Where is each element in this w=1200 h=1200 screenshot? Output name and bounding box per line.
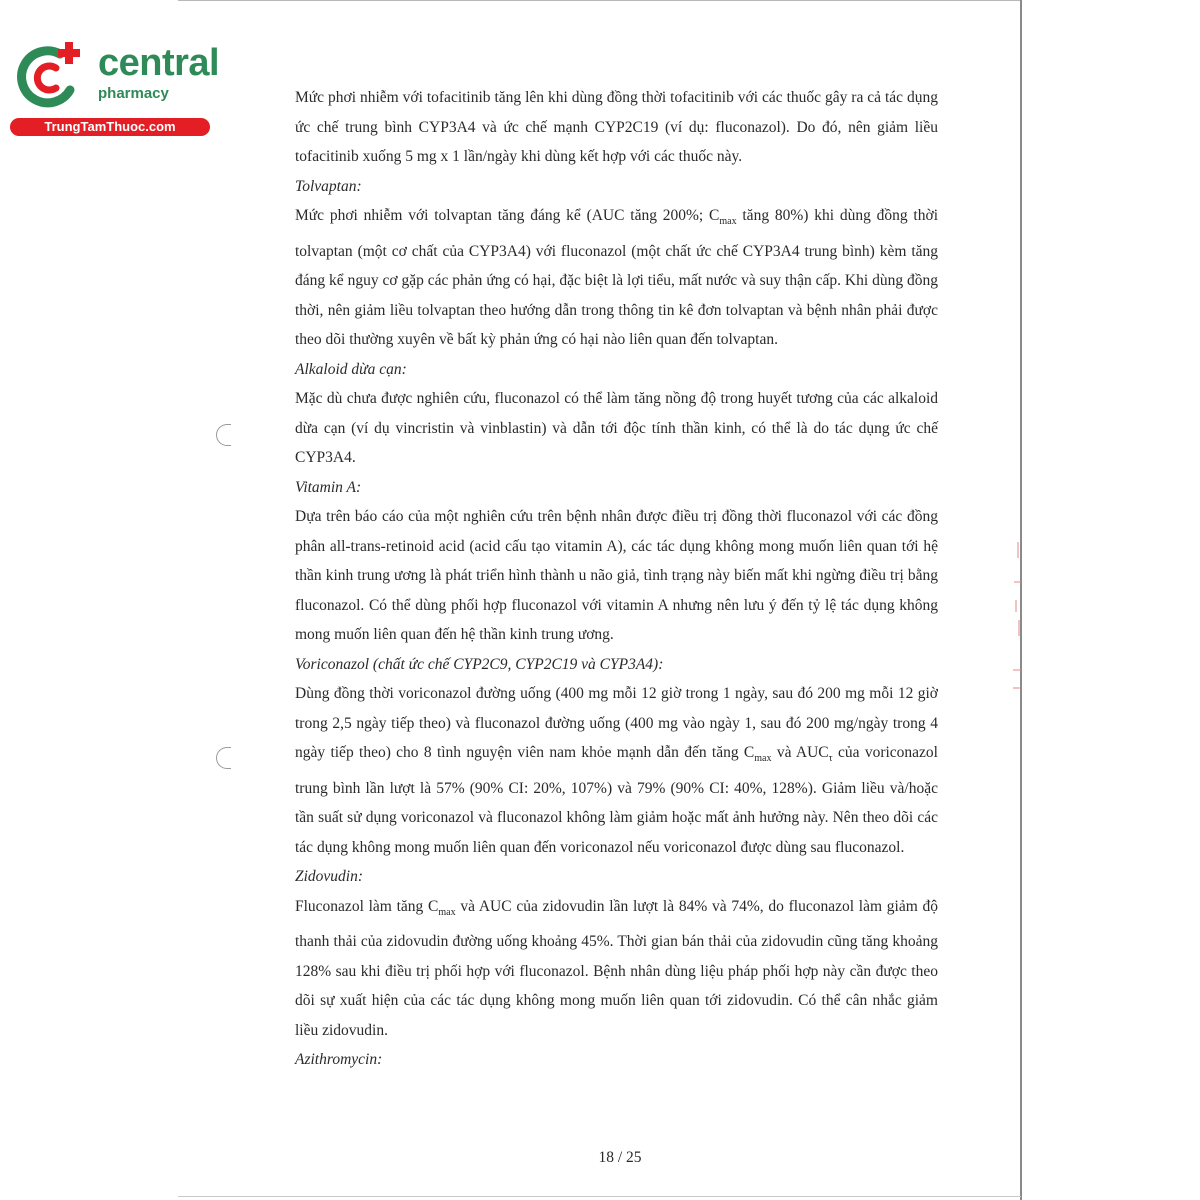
heading-tolvaptan: Tolvaptan: — [295, 177, 362, 195]
logo-brand-name: central — [98, 42, 220, 84]
central-pharmacy-logo — [10, 38, 220, 138]
heading-alkaloid: Alkaloid dừa cạn: — [295, 360, 407, 378]
red-stamp-fragment — [1010, 540, 1022, 695]
page-top-edge — [178, 0, 1021, 1]
punch-hole-mark — [216, 424, 231, 446]
page-bottom-edge — [178, 1196, 1021, 1197]
paragraph-voriconazol: Dùng đồng thời voriconazol đường uống (400 mg mỗi 12 giờ trong 1 ngày, sau đó 200 mg mỗi 12 giờ trong 2,5 ngày tiếp theo) và fluconazol đường uống (400 mg vào ngày 1, sau đó 200 mg/ngày trong 4 ngày tiếp theo) cho 8 tình nguyện viên nam khỏe mạnh dẫn đến tăng $C_{max}$ và $AUC_\tau$ của voriconazol trung bình lần lượt là 57% (90% CI: 20%, 107%) và 79% (90% CI: 40%, 128%). Giảm liều và/hoặc tần suất sử dụng voriconazol và fluconazol không làm giảm hoặc mất ảnh hưởng này. Nên theo dõi các tác dụng không mong muốn liên quan đến voriconazol nếu voriconazol được dùng sau fluconazol. — [295, 685, 938, 856]
heading-azithromycin: Azithromycin: — [295, 1051, 383, 1069]
heading-voriconazol: Voriconazol (chất ức chế CYP2C9, CYP2C19 và CYP3A4): — [295, 655, 664, 673]
document-body — [295, 83, 938, 1075]
page-number: 18 / 25 — [598, 1149, 642, 1166]
paragraph-alkaloid: Mặc dù chưa được nghiên cứu, fluconazol có thể làm tăng nồng độ trong huyết tương của các alkaloid dừa cạn (ví dụ vincristin và vinblastin) và dẫn tới độc tính thần kinh, có thể là do tác dụng ức chế CYP3A4. — [295, 390, 938, 467]
paragraph-vitamin-a: Dựa trên báo cáo của một nghiên cứu trên bệnh nhân được điều trị đồng thời fluconazol với các đồng phân all-trans-retinoid acid (acid cấu tạo vitamin A), các tác dụng không mong muốn liên quan tới hệ thần kinh trung ương là phát triển hình thành u não giả, tình trạng này biến mất khi ngừng điều trị bằng fluconazol. Có thể dùng phối hợp fluconazol với vitamin A nhưng nên lưu ý đến tỷ lệ tác dụng không mong muốn liên quan đến hệ thần kinh trung ương. — [295, 508, 938, 644]
heading-vitamin-a: Vitamin A: — [295, 478, 362, 496]
paragraph-zidovudin: Fluconazol làm tăng $C_{max}$ và AUC của zidovudin lần lượt là 84% và 74%, do fluconazol làm giảm độ thanh thải của zidovudin đường uống khoảng 45%. Thời gian bán thải của zidovudin cũng tăng khoảng 128% sau khi điều trị phối hợp với fluconazol. Bệnh nhân dùng liệu pháp phối hợp này cần được theo dõi sự xuất hiện của các tác dụng không mong muốn liên quan tới zidovudin. Có thể cân nhắc giảm liều zidovudin. — [295, 897, 939, 1039]
pharmacy-cross-logo-icon — [10, 38, 88, 116]
logo-brand-sub: pharmacy — [98, 85, 169, 102]
punch-hole-mark — [216, 747, 231, 769]
logo-url-badge: TrungTamThuoc.com — [10, 118, 210, 136]
paragraph-tofacitinib: Mức phơi nhiễm với tofacitinib tăng lên khi dùng đồng thời tofacitinib với các thuốc gây ra cả tác dụng ức chế trung bình CYP3A4 và ức chế mạnh CYP2C19 (ví dụ: fluconazol). Do đó, nên giảm liều tofacitinib xuống 5 mg x 1 lần/ngày khi dùng kết hợp với các thuốc này. — [295, 89, 938, 165]
heading-zidovudin: Zidovudin: — [295, 868, 364, 886]
paragraph-tolvaptan: Mức phơi nhiễm với tolvaptan tăng đáng kể (AUC tăng 200%; $C_{max}$ tăng 80%) khi dùng đồng thời tolvaptan (một cơ chất của CYP3A4) với fluconazol (một chất ức chế CYP3A4 trung bình) kèm tăng đáng kể nguy cơ gặp các phản ứng có hại, đặc biệt là lợi tiểu, mất nước và suy thận cấp. Khi dùng đồng thời, nên giảm liều tolvaptan theo hướng dẫn trong thông tin kê đơn tolvaptan và bệnh nhân phải được theo dõi thường xuyên về bất kỳ phản ứng có hại nào liên quan đến tolvaptan. — [295, 207, 938, 349]
